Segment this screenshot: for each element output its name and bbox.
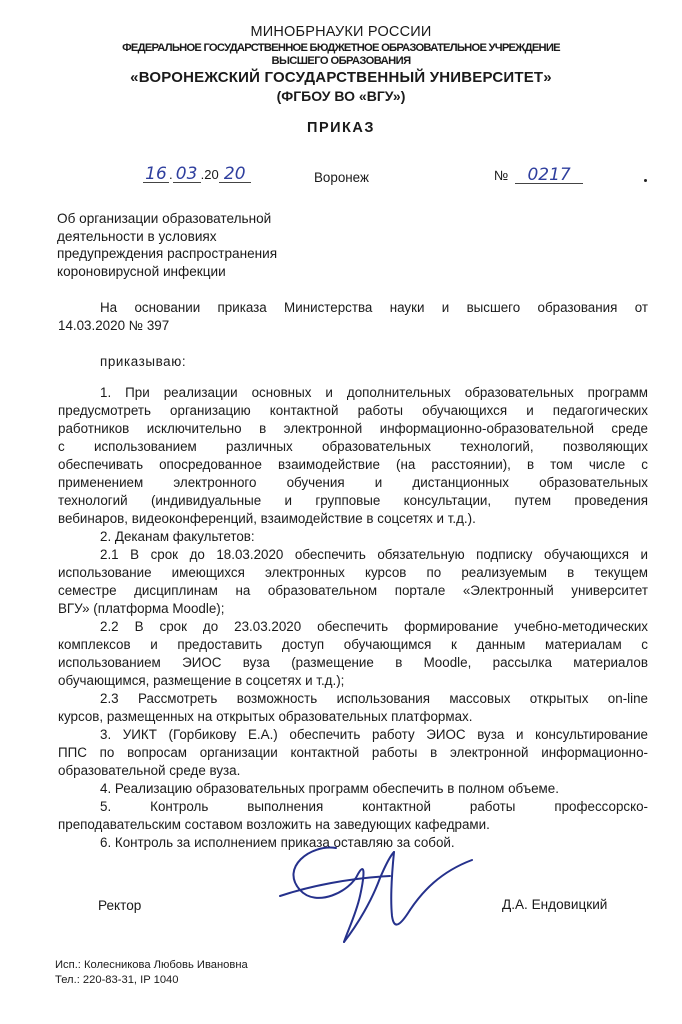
- item-2-1-line: 2.1 В срок до 18.03.2020 обеспечить обязательную подписку обучающихся и: [100, 547, 648, 562]
- ministry-title: МИНОБРНАУКИ РОССИИ: [250, 24, 432, 40]
- item-4: 4. Реализацию образовательных программ обеспечить в полном объеме.: [100, 781, 559, 796]
- number-sign: №: [494, 168, 509, 183]
- executor-phone: Тел.: 220-83-31, IP 1040: [55, 974, 179, 986]
- item-2-1-line: использование имеющихся электронных курсов по реализуемым в текущем: [58, 565, 648, 580]
- item-2-1-line: семестре дисциплинам на образовательном портале «Электронный университет: [58, 583, 648, 598]
- subject-line: короновирусной инфекции: [57, 263, 226, 279]
- order-subject: [57, 210, 277, 280]
- date-year-suffix: 20: [219, 167, 251, 183]
- signatory-position: Ректор: [98, 898, 142, 913]
- item-2-2-line: использованием ЭИОС вуза (размещение в Moodle, рассылка материалов: [58, 655, 648, 670]
- item-1-line: работников исключительно в электронной информационно-образовательной среде: [58, 421, 648, 436]
- item-6: 6. Контроль за исполнением приказа оставляю за собой.: [100, 835, 455, 850]
- item-2-1-line: ВГУ» (платформа Moodle);: [58, 601, 225, 616]
- item-2-2-line: 2.2 В срок до 23.03.2020 обеспечить формирование учебно-методических: [100, 619, 648, 634]
- institution-type-line-2: ВЫСШЕГО ОБРАЗОВАНИЯ: [271, 55, 411, 67]
- item-5-line: 5. Контроль выполнения контактной работы профессорско-: [100, 799, 648, 814]
- institution-type-line-1: ФЕДЕРАЛЬНОЕ ГОСУДАРСТВЕННОЕ БЮДЖЕТНОЕ ОБРАЗОВАТЕЛЬНОЕ УЧРЕЖДЕНИЕ: [122, 42, 560, 54]
- order-word: приказываю:: [100, 354, 187, 369]
- signatory-name: Д.А. Ендовицкий: [502, 897, 608, 912]
- stray-dot: [644, 179, 647, 182]
- order-number: [494, 165, 583, 185]
- item-1-line: вебинаров, видеоконференций, взаимодействие в соцсетях и т.д.).: [58, 511, 476, 526]
- item-2-2-line: комплексов и предоставить доступ обучающимся к данным материалам с: [58, 637, 648, 652]
- city: Воронеж: [314, 170, 369, 185]
- executor-name: Исп.: Колесникова Любовь Ивановна: [55, 959, 248, 971]
- date-year-prefix: 20: [204, 167, 219, 182]
- item-2-3-line: курсов, размещенных на открытых образовательных платформах.: [58, 709, 473, 724]
- item-1-line: 1. При реализации основных и дополнительных образовательных программ: [100, 385, 648, 400]
- doc-type-title: ПРИКАЗ: [307, 120, 375, 136]
- item-1-line: технологий (индивидуальные и групповые консультации, путем проведения: [58, 493, 648, 508]
- university-abbreviation: (ФГБОУ ВО «ВГУ»): [276, 88, 406, 104]
- item-1-line: применением электронного обучения и дистанционных образовательных: [58, 475, 648, 490]
- item-3-line: образовательной среде вуза.: [58, 763, 241, 778]
- subject-line: Об организации образовательной: [57, 211, 272, 226]
- date-day: 16: [143, 167, 169, 183]
- item-1-line: предусмотреть организацию контактной работы обучающихся и педагогических: [58, 403, 648, 418]
- item-1-line: обеспечивать опосредованное взаимодействие (на расстоянии), в том числе с: [58, 457, 648, 472]
- item-2-2-line: обучающимся, размещение в соцсетях и т.д.);: [58, 673, 345, 688]
- item-2-3-line: 2.3 Рассмотреть возможность использования массовых открытых on-line: [100, 691, 648, 706]
- subject-line: предупреждения распространения: [57, 246, 278, 262]
- number-value: 0217: [515, 168, 583, 184]
- handwritten-signature: [240, 838, 480, 948]
- item-3-line: ППС по вопросам организации контактной работы в электронной информационно-: [58, 745, 648, 760]
- basis-line: На основании приказа Министерства науки и высшего образования от: [100, 300, 648, 315]
- date-month: 03: [173, 167, 201, 183]
- order-date: 16 . 03 .20 20: [143, 164, 251, 184]
- subject-line: деятельности в условиях: [57, 228, 217, 244]
- item-3-line: 3. УИКТ (Горбикову Е.А.) обеспечить работу ЭИОС вуза и консультирование: [100, 727, 648, 742]
- basis-line: 14.03.2020 № 397: [58, 318, 170, 333]
- item-2: 2. Деканам факультетов:: [100, 529, 255, 544]
- university-name: «ВОРОНЕЖСКИЙ ГОСУДАРСТВЕННЫЙ УНИВЕРСИТЕТ»: [130, 69, 552, 86]
- item-5-line: преподавательским составом возложить на заведующих кафедрами.: [58, 817, 490, 832]
- item-1-line: с использованием различных образовательных технологий, позволяющих: [58, 439, 648, 454]
